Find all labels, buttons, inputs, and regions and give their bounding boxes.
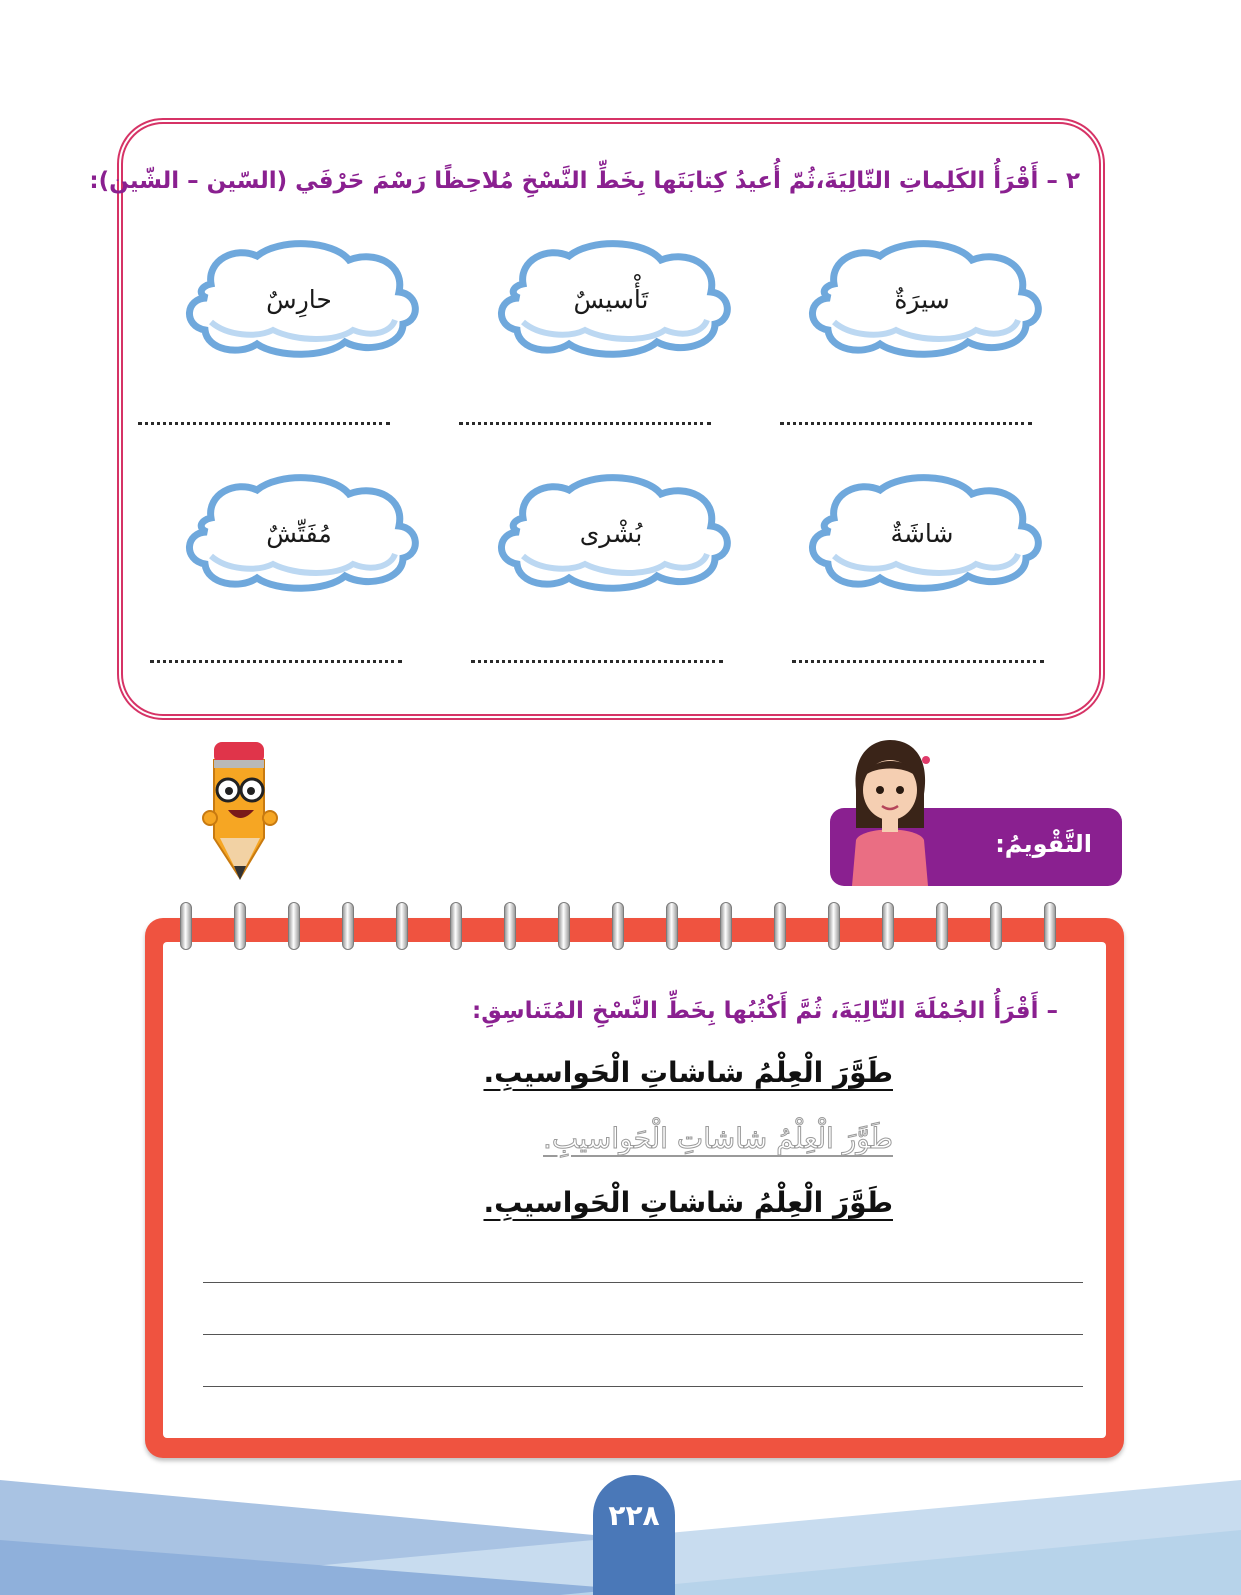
notebook-ring-icon: [1044, 902, 1056, 950]
exercise-instruction: ٢ – أَقْرَأُ الكَلِماتِ التّالِيَةَ،ثُمّ أُعيدُ كِتابَتَها بِخَطِّ النَّسْخِ مُلاحِظًا رَسْمَ حَرْفَي (السّين – الشّين):: [89, 168, 1080, 194]
notebook-ring-icon: [288, 902, 300, 950]
writing-line[interactable]: [203, 1282, 1083, 1283]
writing-line[interactable]: [203, 1386, 1083, 1387]
writing-line-dotted[interactable]: [459, 422, 711, 425]
copy-sentence: طَوَّرَ الْعِلْمُ شاشاتِ الْحَواسيبِ.: [483, 1186, 893, 1219]
evaluation-label: التَّقْويمُ:: [995, 830, 1092, 858]
notebook-ring-icon: [342, 902, 354, 950]
notebook-ring-icon: [882, 902, 894, 950]
writing-line-dotted[interactable]: [780, 422, 1032, 425]
notebook-ring-icon: [936, 902, 948, 950]
notebook-page: [163, 942, 1106, 1438]
notebook-instruction: – أَقْرَأُ الجُمْلَةَ التّالِيَةَ، ثُمَّ أَكْتُبُها بِخَطِّ النَّسْخِ المُتَناسِقِ:: [472, 998, 1058, 1024]
cloud-word-text: مُفَتِّشٌ: [266, 518, 332, 548]
notebook-ring-icon: [504, 902, 516, 950]
notebook-frame: [145, 918, 1124, 1458]
writing-line-dotted[interactable]: [792, 660, 1044, 663]
cloud-word-text: تَأْسيسٌ: [573, 284, 649, 314]
girl-avatar-icon: [842, 736, 938, 886]
notebook-ring-icon: [234, 902, 246, 950]
notebook-ring-icon: [828, 902, 840, 950]
cloud-word-text: بُشْرى: [579, 518, 643, 548]
cloud-word-3: [177, 238, 421, 360]
cloud-word-text: شاشَةٌ: [890, 518, 954, 548]
cloud-word-2: [489, 238, 733, 360]
cloud-word-4: [800, 472, 1044, 594]
notebook-ring-icon: [450, 902, 462, 950]
notebook-ring-icon: [180, 902, 192, 950]
cloud-word-5: [489, 472, 733, 594]
notebook-ring-icon: [396, 902, 408, 950]
model-sentence: طَوَّرَ الْعِلْمُ شاشاتِ الْحَواسيبِ.: [483, 1056, 893, 1089]
cloud-word-text: سيرَةٌ: [894, 284, 950, 314]
writing-line-dotted[interactable]: [150, 660, 402, 663]
notebook-ring-icon: [666, 902, 678, 950]
pencil-mascot-icon: [198, 738, 282, 886]
trace-sentence: طَوَّرَ الْعِلْمُ شاشاتِ الْحَواسيبِ.: [543, 1122, 893, 1155]
cloud-word-1: [800, 238, 1044, 360]
cloud-word-text: حارِسٌ: [266, 284, 332, 314]
writing-line-dotted[interactable]: [138, 422, 390, 425]
notebook-ring-icon: [558, 902, 570, 950]
writing-line-dotted[interactable]: [471, 660, 723, 663]
page-number-tab: [593, 1475, 675, 1595]
notebook-ring-icon: [774, 902, 786, 950]
notebook-ring-icon: [990, 902, 1002, 950]
cloud-word-6: [177, 472, 421, 594]
writing-line[interactable]: [203, 1334, 1083, 1335]
notebook-ring-icon: [720, 902, 732, 950]
notebook-ring-icon: [612, 902, 624, 950]
exercise-frame: [89, 118, 1105, 720]
page-number: ٢٢٨: [608, 1499, 660, 1532]
